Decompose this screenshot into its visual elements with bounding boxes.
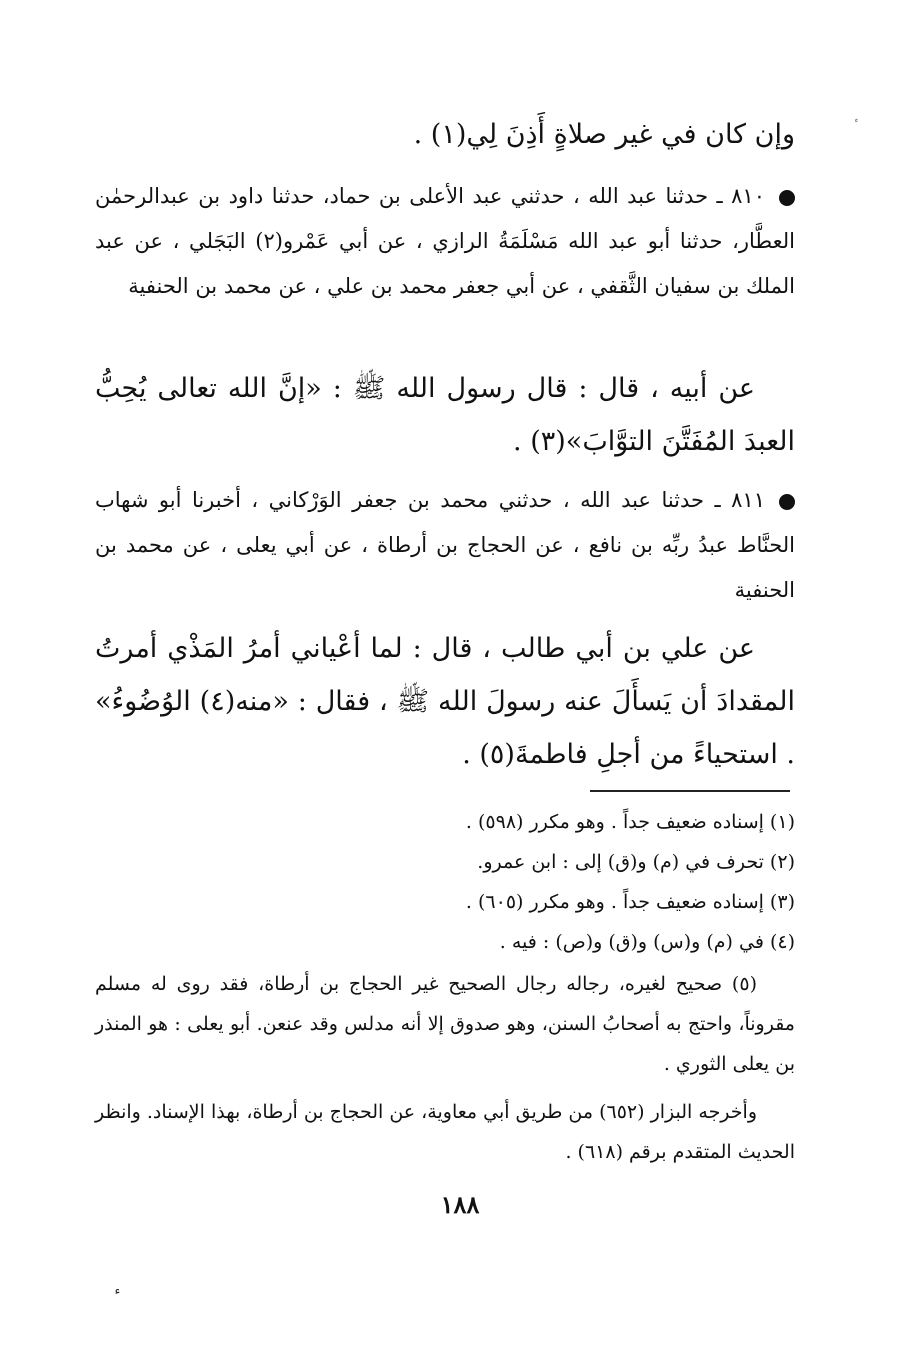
hadith-810-isnad: [95, 174, 795, 309]
paragraph-continuation: وإن كان في غير صلاةٍ أَذِنَ لِي(١) .: [413, 119, 795, 150]
hadith-811-isnad-text: ٨١١ ـ حدثنا عبد الله ، حدثني محمد بن جعفر الوَرْكاني ، أخبرنا أبو شهاب الحنَّاط عبدُ ربِّه بن نافع ، عن الحجاج بن أرطاة ، عن أبي يعلى ، عن محمد بن الحنفية: [95, 488, 795, 602]
footnote-1: (١) إسناده ضعيف جداً . وهو مكرر (٥٩٨) .: [465, 811, 795, 833]
hadith-811-matn: عن علي بن أبي طالب ، قال : لما أعْياني أمرُ المَذْي أمرتُ المقدادَ أن يَسأَلَ عنه رسولَ الله ﷺ ، فقال : «منه(٤) الوُضُوءُ» . استحياءً من أجلِ فاطمةَ(٥) .: [95, 633, 795, 770]
bullet-icon: [779, 190, 795, 206]
bullet-icon: [779, 494, 795, 510]
footnote-3: (٣) إسناده ضعيف جداً . وهو مكرر (٦٠٥) .: [465, 891, 795, 913]
hadith-810-matn: عن أبيه ، قال : قال رسول الله ﷺ : «إنَّ الله تعالى يُحِبُّ العبدَ المُفَتَّنَ التوَّابَ»(٣) .: [95, 373, 795, 457]
footnote-5-continuation: وأخرجه البزار (٦٥٢) من طريق أبي معاوية، عن الحجاج بن أرطاة، بهذا الإسناد. وانظر الحديث المتقدم برقم (٦١٨) .: [95, 1101, 795, 1163]
footnote-4: (٤) في (م) و(س) و(ق) و(ص) : فيه .: [499, 931, 795, 953]
footnote-divider: [590, 790, 790, 792]
hadith-810-isnad-text: ٨١٠ ـ حدثنا عبد الله ، حدثني عبد الأعلى بن حماد، حدثنا داود بن عبدالرحمٰن العطَّار، حدثنا أبو عبد الله مَسْلَمَةُ الرازي ، عن أبي عَمْرو(٢) البَجَلي ، عن عبد الملك بن سفيان الثَّقفي ، عن أبي جعفر محمد بن علي ، عن محمد بن الحنفية: [95, 184, 795, 298]
footnote-5: (٥) صحيح لغيره، رجاله رجال الصحيح غير الحجاج بن أرطاة، فقد روى له مسلم مقروناً، واحتج به أصحابُ السنن، وهو صدوق إلا أنه مدلس وقد عنعن. أبو يعلى : هو المنذر بن يعلى الثوري .: [95, 973, 795, 1075]
hadith-811-isnad: [95, 478, 795, 613]
page-number: ١٨٨: [440, 1190, 480, 1219]
footnote-2: (٢) تحرف في (م) و(ق) إلى : ابن عمرو.: [477, 851, 795, 873]
